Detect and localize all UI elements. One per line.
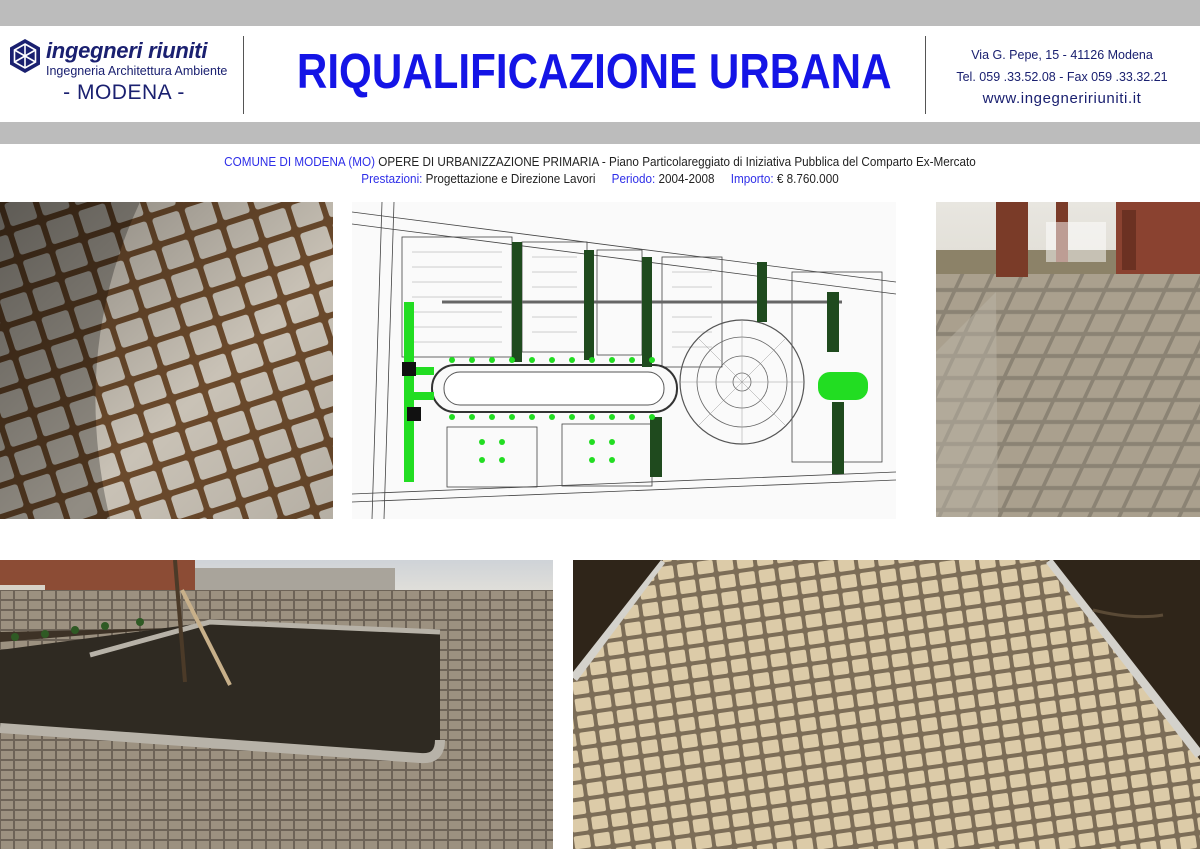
amount-value: € 8.760.000	[773, 171, 839, 186]
header-divider-right	[925, 36, 926, 114]
client-label: COMUNE DI MODENA (MO)	[224, 154, 375, 169]
contact-address: Via G. Pepe, 15 - 41126 Modena	[971, 48, 1153, 62]
project-info-line-1	[60, 153, 1140, 170]
services-label: Prestazioni:	[361, 171, 423, 186]
project-info-line-2	[60, 170, 1140, 187]
cobblestone-closeup-photo	[0, 202, 333, 519]
top-gray-band	[0, 0, 1200, 26]
amount-label: Importo:	[730, 171, 774, 186]
portico-pavement-photo	[936, 202, 1200, 517]
project-description: OPERE DI URBANIZZAZIONE PRIMARIA - Piano Particolareggiato di Iniziativa Pubblica del Comparto Ex-Mercato	[374, 154, 976, 169]
header-divider-left	[243, 36, 244, 114]
brand-name: ingegneri riuniti	[46, 38, 208, 63]
parking-area-photo	[0, 560, 553, 849]
company-logo	[8, 36, 240, 116]
period-value: 2004-2008	[655, 171, 715, 186]
contact-phone: Tel. 059 .33.52.08 - Fax 059 .33.32.21	[956, 70, 1168, 84]
brand-tagline: Ingegneria Architettura Ambiente	[46, 64, 228, 78]
services-value: Progettazione e Direzione Lavori	[422, 171, 596, 186]
curved-pathway-photo	[573, 560, 1200, 849]
page-header	[0, 26, 1200, 122]
site-plan-drawing	[352, 202, 896, 519]
project-info	[0, 153, 1200, 187]
contact-website: www.ingegneririuniti.it	[982, 90, 1142, 107]
contact-block	[928, 44, 1196, 110]
brand-city: - MODENA -	[63, 81, 185, 104]
hexagon-logo-icon	[8, 38, 42, 74]
period-label: Periodo:	[611, 171, 656, 186]
bottom-gray-band	[0, 122, 1200, 144]
page-title: RIQUALIFICAZIONE URBANA	[296, 45, 892, 99]
